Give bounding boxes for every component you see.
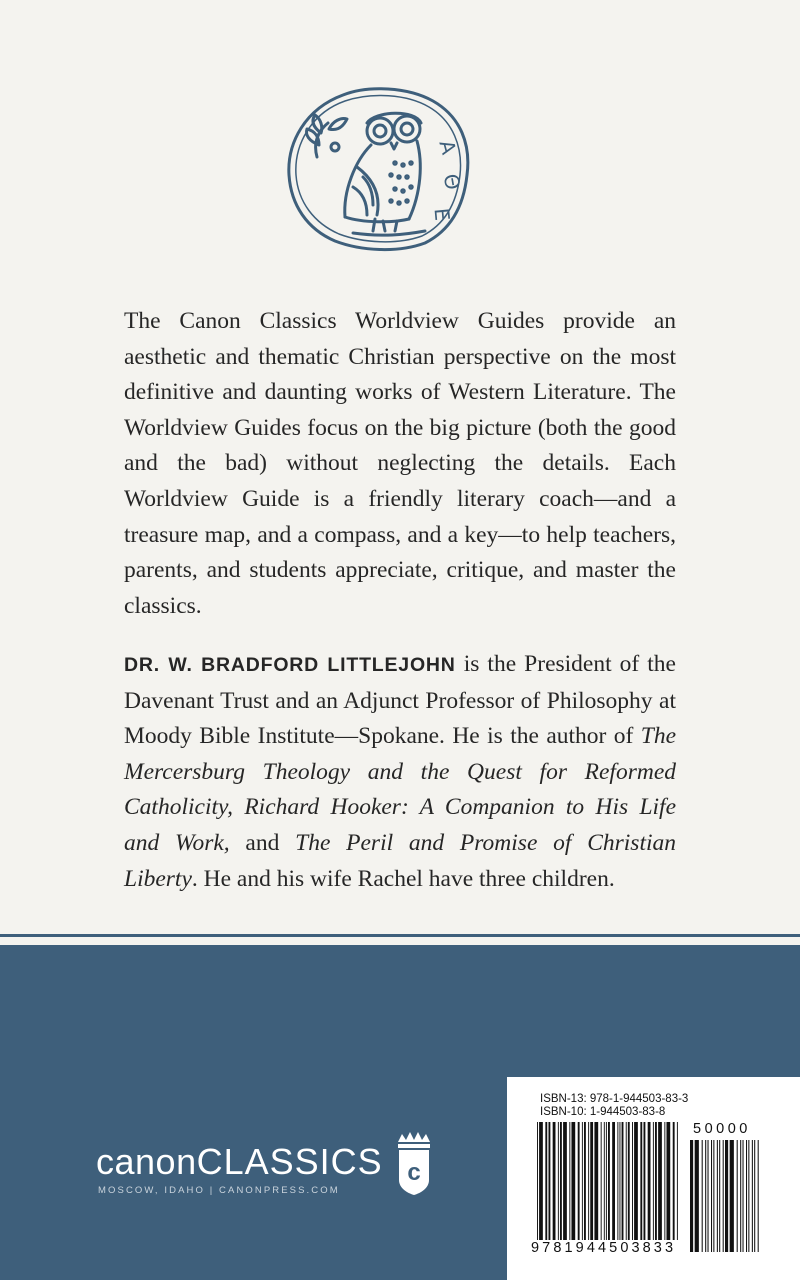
barcode-bar [711, 1140, 712, 1252]
barcode-bar [758, 1140, 759, 1252]
canon-classics-logo [96, 1140, 436, 1210]
author-bio-part: . He and his wife Rachel have three children. [191, 865, 615, 892]
barcode-bar [606, 1122, 607, 1240]
barcode-bar [537, 1122, 538, 1252]
author-name: DR. W. BRADFORD LITTLEJOHN [124, 654, 456, 676]
barcode-bar [590, 1122, 593, 1240]
book-title: The Peril and Promise of Christian Liberty [124, 829, 676, 892]
author-bio [124, 647, 676, 897]
barcode-bar [653, 1122, 654, 1240]
svg-text:Ε: Ε [429, 207, 455, 222]
svg-text:Α: Α [434, 137, 462, 157]
barcode-bar [612, 1122, 615, 1240]
barcode-bar [748, 1140, 749, 1252]
barcode-bar [553, 1122, 556, 1240]
barcode-bar [632, 1122, 633, 1240]
addon-digits: 50000 [693, 1121, 751, 1137]
barcode-bar [752, 1140, 753, 1252]
ean-barcode [537, 1122, 679, 1252]
owl-coin-icon [283, 83, 473, 253]
barcode-bar [717, 1140, 718, 1252]
barcode-bar [640, 1122, 642, 1240]
barcode-bar [677, 1122, 678, 1252]
barcode-bar [545, 1122, 547, 1240]
barcode-bar [617, 1122, 618, 1240]
barcode-bar [578, 1122, 580, 1240]
barcode-bar [582, 1122, 583, 1240]
barcode-bar [634, 1122, 638, 1240]
barcode-bar [563, 1122, 567, 1240]
barcode-bar [737, 1140, 738, 1252]
barcode-bar [648, 1122, 651, 1240]
ean-digits: 9781944503833 [531, 1240, 677, 1256]
barcode-bar [622, 1122, 624, 1240]
barcode-bar [719, 1140, 720, 1252]
author-bio-part: and [229, 829, 296, 856]
book-titles: The Mercersburg Theology and the Quest for Reformed Catholicity, Richard Hooker: A Companion to His Life and Work, [124, 723, 676, 856]
barcode-bar [723, 1140, 724, 1252]
barcode-bar [588, 1122, 589, 1240]
brand-wordmark: canonCLASSICS [96, 1141, 383, 1182]
barcode-bar [740, 1140, 741, 1252]
barcode-bar [626, 1122, 627, 1240]
barcode-bar [746, 1140, 747, 1252]
barcode-bar [664, 1122, 665, 1240]
publisher-location: MOSCOW, IDAHO | CANONPRESS.COM [98, 1185, 340, 1196]
barcode-bar [708, 1140, 709, 1252]
barcode-bar [558, 1122, 559, 1240]
barcode-bar [604, 1122, 605, 1240]
isbn-13: ISBN-13: 978-1-944503-83-3 [540, 1093, 689, 1105]
barcode-bar [730, 1140, 734, 1252]
barcode-bar [584, 1122, 586, 1240]
barcode-bar [702, 1140, 703, 1252]
series-description: The Canon Classics Worldview Guides provide an aesthetic and thematic Christian perspective on the most definitive and daunting works of Western Literature. The Worldview Guides focus on the big picture (both the good and the bad) without neglecting the details. Each Worldview Guide is a friendly literary coach—and a treasure map, and a compass, and a key—to help teachers, parents, and students appreciate, critique, and master the classics. [124, 308, 676, 619]
barcode-bar [658, 1122, 662, 1240]
barcode-bar [655, 1122, 657, 1240]
author-bio-part: is the President of the Davenant Trust and an Adjunct Professor of Philosophy at Moody Bible Institute—Spokane. He is the author of [124, 651, 676, 750]
divider-line [0, 934, 800, 937]
barcode-bar [754, 1140, 755, 1252]
barcode-bar [695, 1140, 699, 1252]
barcode-bar [725, 1140, 728, 1252]
barcode-bar [628, 1122, 630, 1240]
barcode-bar [713, 1140, 714, 1252]
barcode-bar [594, 1122, 598, 1240]
owl-coin-emblem [283, 83, 473, 253]
barcode-bar [743, 1140, 744, 1252]
addon-barcode [690, 1140, 760, 1252]
svg-text:Θ: Θ [438, 171, 466, 192]
svg-text:c: c [407, 1159, 421, 1186]
barcode-bar [608, 1122, 610, 1252]
barcode-bar [690, 1140, 693, 1252]
barcode-bar [571, 1122, 575, 1240]
barcode-bar [644, 1122, 646, 1240]
isbn-10: ISBN-10: 1-944503-83-8 [540, 1106, 666, 1118]
barcode-bar [548, 1122, 550, 1240]
barcode-bar [569, 1122, 570, 1240]
barcode-bar [539, 1122, 543, 1252]
barcode-bar [705, 1140, 706, 1252]
crown-crest-icon [394, 1130, 434, 1196]
barcode-bar [601, 1122, 602, 1240]
barcode-bar [673, 1122, 675, 1252]
barcode-bar [560, 1122, 562, 1240]
barcode-bar [619, 1122, 620, 1240]
barcode-bar [666, 1122, 670, 1240]
barcode-panel [507, 1077, 800, 1280]
